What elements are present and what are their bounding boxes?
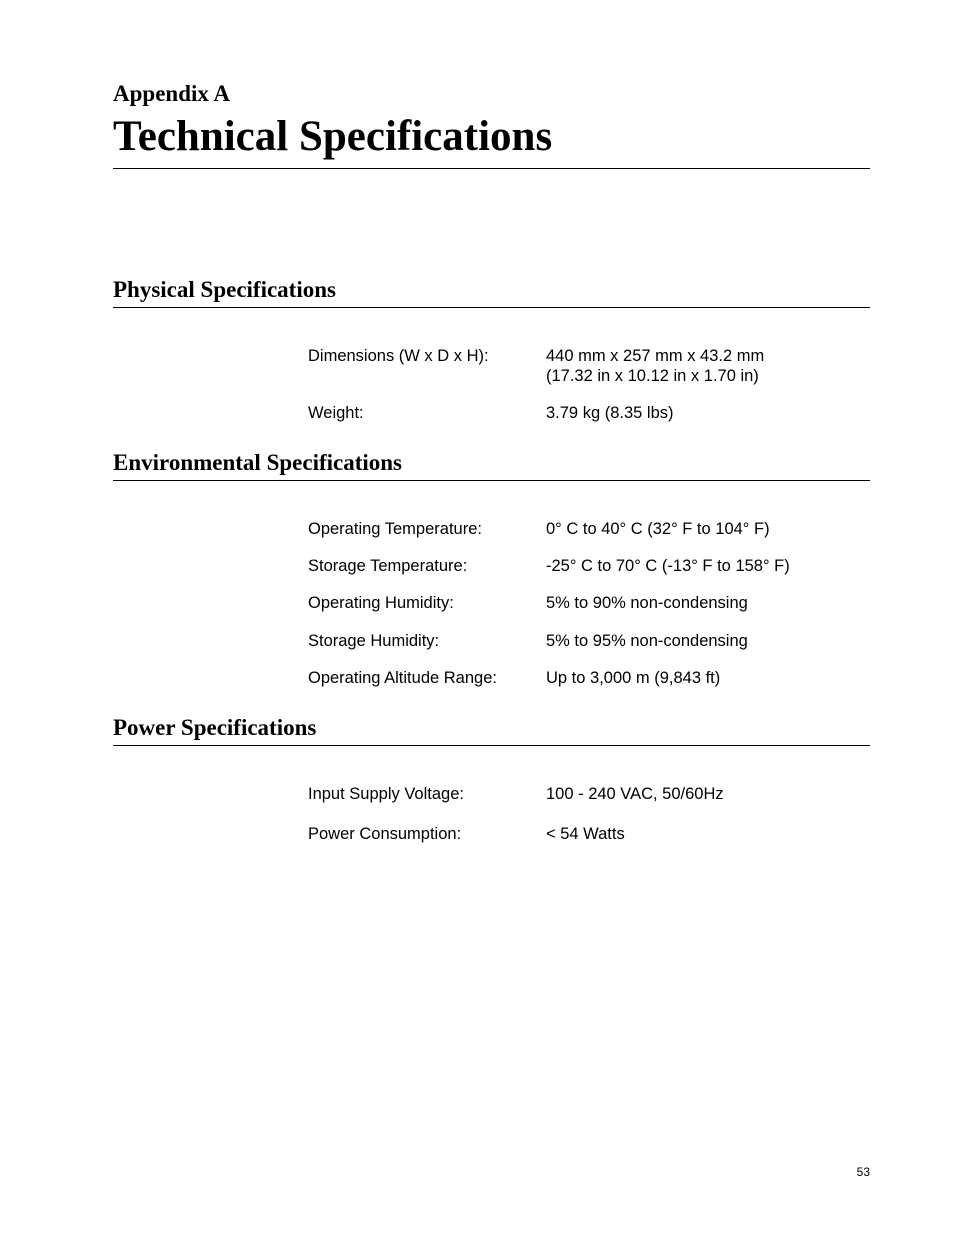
spec-label: Power Consumption: [308, 825, 462, 843]
spec-value: < 54 Watts [546, 825, 625, 843]
spec-label: Storage Humidity: [308, 632, 440, 650]
spec-label: Operating Temperature: [308, 520, 482, 538]
spec-value: -25° C to 70° C (-13° F to 158° F) [546, 557, 790, 575]
spec-value: 5% to 90% non-condensing [546, 594, 748, 612]
section-divider-power [113, 745, 870, 746]
spec-label: Operating Altitude Range: [308, 669, 497, 687]
spec-value: 0° C to 40° C (32° F to 104° F) [546, 520, 770, 538]
spec-label: Weight: [308, 404, 364, 422]
spec-value: Up to 3,000 m (9,843 ft) [546, 669, 721, 687]
spec-value: 5% to 95% non-condensing [546, 632, 748, 650]
section-title-environmental: Environmental Specifications [113, 450, 403, 475]
section-title-physical: Physical Specifications [113, 277, 336, 302]
spec-label: Operating Humidity: [308, 594, 454, 612]
page-number: 53 [856, 1165, 870, 1179]
section-title-power: Power Specifications [113, 715, 317, 740]
title-divider [113, 168, 870, 169]
spec-value-imperial: (17.32 in x 10.12 in x 1.70 in) [546, 367, 759, 385]
spec-label: Input Supply Voltage: [308, 785, 464, 803]
spec-label: Storage Temperature: [308, 557, 468, 575]
spec-value-metric: 440 mm x 257 mm x 43.2 mm [546, 347, 765, 365]
spec-value [546, 346, 764, 386]
section-divider-physical [113, 307, 870, 308]
spec-value: 100 - 240 VAC, 50/60Hz [546, 785, 724, 803]
page-title: Technical Specifications [113, 113, 553, 160]
appendix-label: Appendix A [113, 81, 230, 106]
spec-label: Dimensions (W x D x H): [308, 347, 489, 365]
spec-value: 3.79 kg (8.35 lbs) [546, 404, 674, 422]
section-divider-environmental [113, 480, 870, 481]
